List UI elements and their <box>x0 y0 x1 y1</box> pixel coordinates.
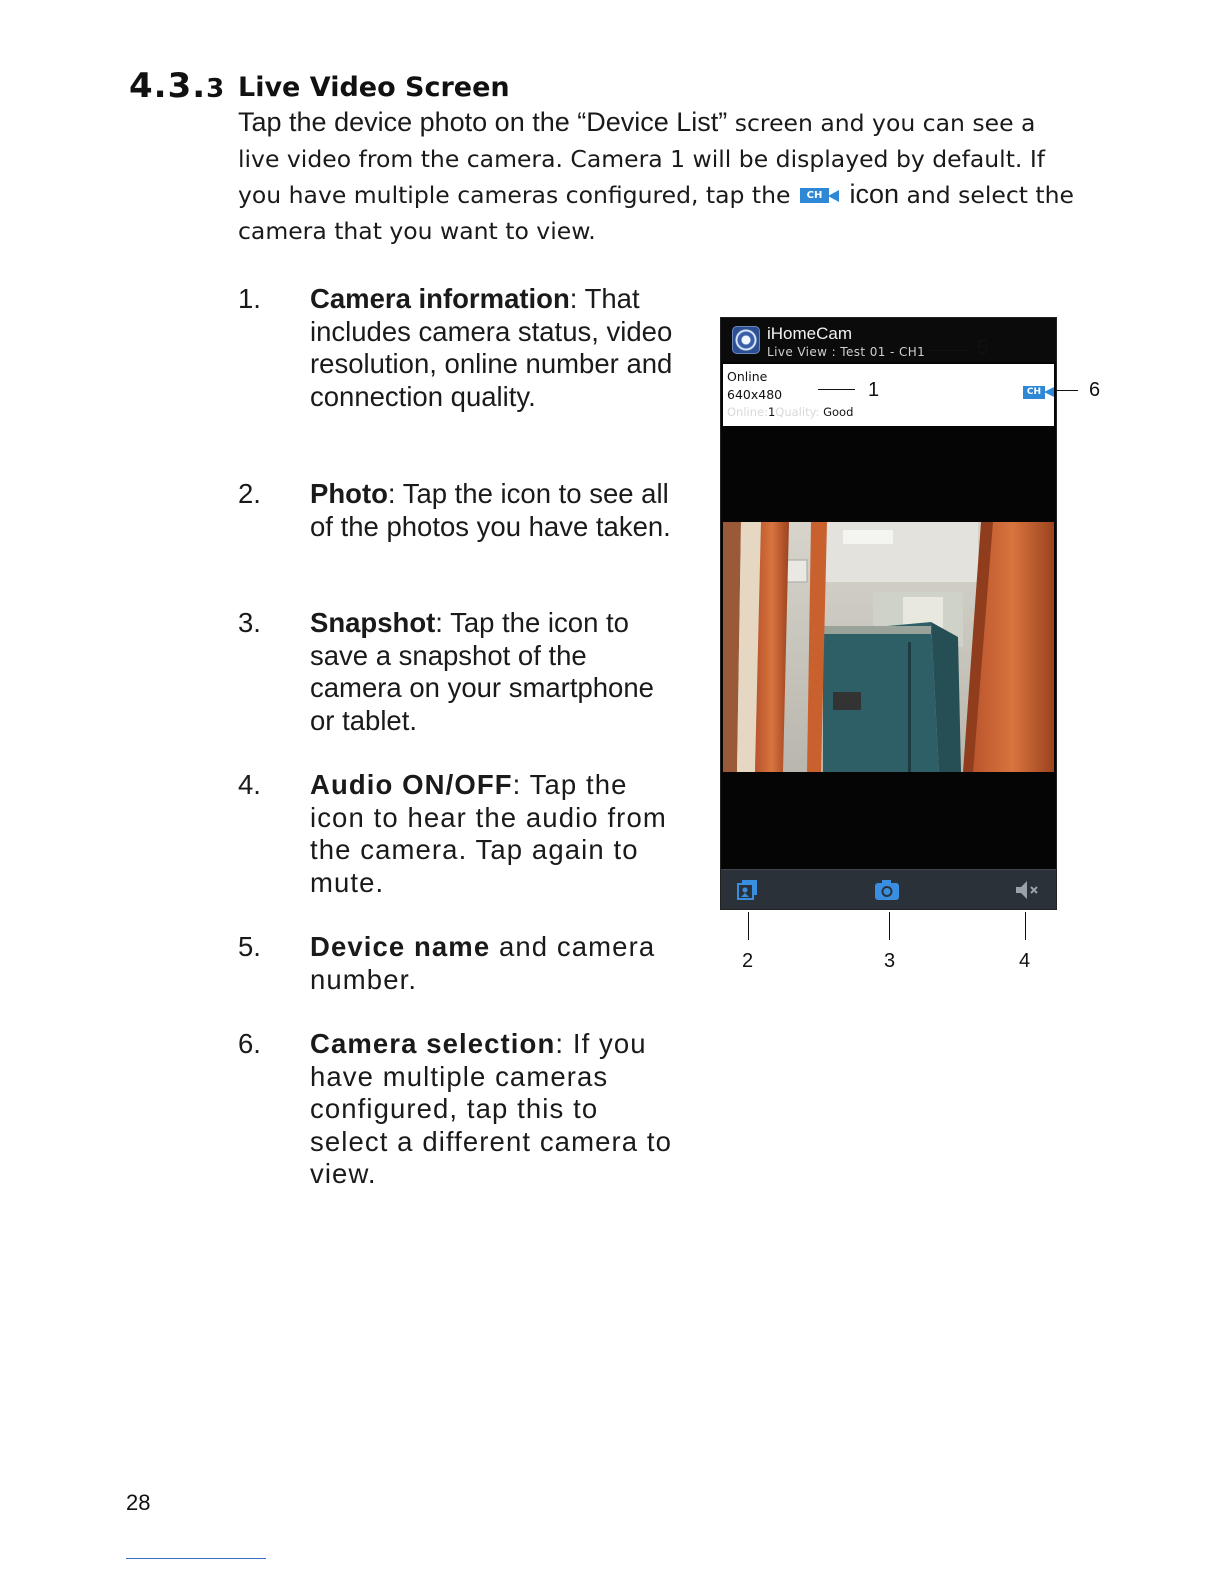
callout-2: 2 <box>742 950 754 972</box>
callout-line-4 <box>1025 912 1026 940</box>
live-video <box>723 522 1054 772</box>
callout-1: 1 <box>868 379 880 401</box>
callout-line-1 <box>818 389 855 390</box>
callout-line-2 <box>748 912 749 940</box>
app-name: iHomeCam <box>767 324 853 343</box>
page-number: 28 <box>126 1490 151 1515</box>
speaker-mute-icon[interactable] <box>1014 878 1040 902</box>
channel-icon: CH <box>800 187 840 204</box>
office-scene-image <box>723 522 1054 772</box>
section-number: 4.3.3 <box>129 66 226 106</box>
footer-rule <box>126 1558 266 1559</box>
callout-line-3 <box>889 912 890 940</box>
intro-paragraph: Tap the device photo on the “Device List” screen and you can see a live video from the camera. Camera 1 will be displayed by default. If you have multiple cameras configured, tap the CH icon and select the camera that you want to view. <box>238 107 1074 245</box>
photo-gallery-icon[interactable] <box>735 878 761 902</box>
phone-screenshot <box>720 317 1057 910</box>
online-quality-line: Online:1Quality: Good <box>727 405 854 419</box>
callout-4: 4 <box>1019 950 1031 972</box>
callout-line-5 <box>930 350 967 351</box>
device-subtitle: Live View : Test 01 - CH1 <box>767 345 926 359</box>
app-title-bar <box>721 318 1056 362</box>
callout-6: 6 <box>1089 379 1101 401</box>
camera-info-panel <box>723 364 1054 426</box>
bottom-toolbar <box>721 869 1056 910</box>
status-text: Online <box>727 369 768 384</box>
camera-snapshot-icon[interactable] <box>874 878 900 902</box>
camera-select-icon[interactable]: CH <box>1023 386 1055 399</box>
resolution-text: 640x480 <box>727 387 783 402</box>
callout-3: 3 <box>884 950 896 972</box>
app-icon <box>732 326 760 354</box>
callout-line-6 <box>1055 390 1078 391</box>
callout-5: 5 <box>977 337 989 359</box>
section-title: Live Video Screen <box>238 72 510 103</box>
